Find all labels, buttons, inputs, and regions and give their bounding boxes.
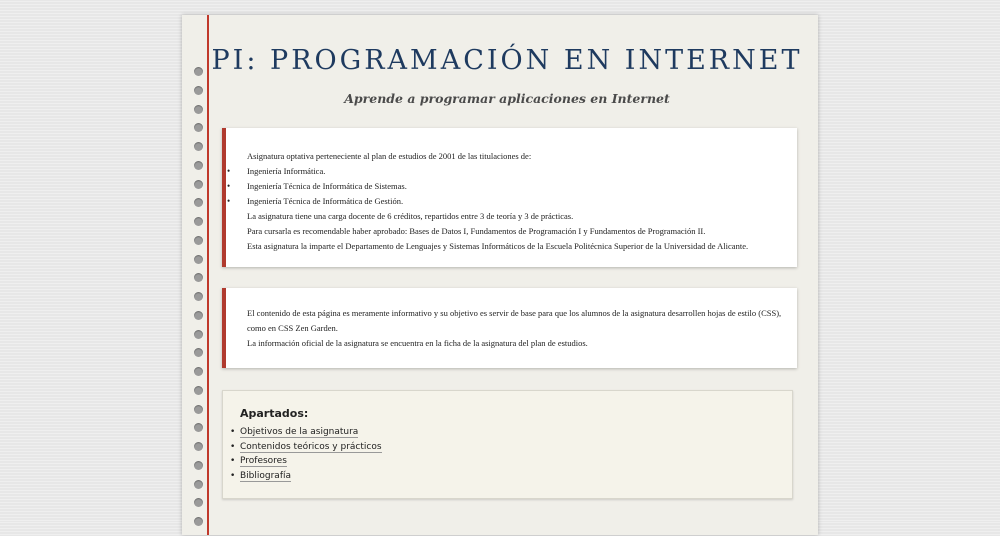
sections-heading: Apartados: [240, 407, 309, 420]
prerequisites-text: Para cursarla es recomendable haber aprobado: Bases de Datos I, Fundamentos de Programación I y Fundamentos de Programación II. [247, 226, 706, 236]
binder-hole-icon [194, 180, 203, 189]
binder-hole-icon [194, 348, 203, 357]
binder-hole-icon [194, 142, 203, 151]
binder-hole-icon [194, 330, 203, 339]
binder-holes [194, 67, 204, 536]
binder-hole-icon [194, 405, 203, 414]
binder-hole-icon [194, 161, 203, 170]
degrees-list [247, 164, 787, 209]
binder-hole-icon [194, 517, 203, 526]
binder-hole-icon [194, 217, 203, 226]
intro-lead: Asignatura optativa perteneciente al plan de estudios de 2001 de las titulaciones de: [247, 151, 532, 161]
list-item [240, 425, 382, 440]
binder-hole-icon [194, 292, 203, 301]
list-item: • Ingeniería Técnica de Informática de Gestión. [247, 194, 787, 209]
credits-text: La asignatura tiene una carga docente de 6 créditos, repartidos entre 3 de teoría y 3 de prácticas. [247, 211, 574, 221]
link-profesores[interactable]: Profesores [240, 456, 287, 466]
list-item [240, 469, 382, 484]
binder-hole-icon [194, 386, 203, 395]
binder-hole-icon [194, 255, 203, 264]
sections-nav [222, 390, 793, 499]
binder-hole-icon [194, 198, 203, 207]
binder-hole-icon [194, 273, 203, 282]
list-item [240, 440, 382, 455]
binder-hole-icon [194, 367, 203, 376]
binder-hole-icon [194, 480, 203, 489]
binder-hole-icon [194, 442, 203, 451]
intro-card [222, 128, 797, 267]
notebook-page [182, 15, 818, 535]
page-subtitle: Aprende a programar aplicaciones en Internet [344, 91, 670, 106]
page-title: PI: PROGRAMACIÓN EN INTERNET [211, 45, 803, 76]
list-item: • Ingeniería Informática. [247, 164, 787, 179]
disclaimer-card [222, 288, 797, 368]
sections-list [240, 425, 382, 483]
disclaimer-line1: El contenido de esta página es meramente informativo y su objetivo es servir de base para que los alumnos de la asignatura desarrollen hojas de estilo (CSS), como en CSS Zen Garden. [247, 308, 782, 333]
link-objetivos[interactable]: Objetivos de la asignatura [240, 427, 359, 437]
binder-hole-icon [194, 311, 203, 320]
department-text: Esta asignatura la imparte el Departamento de Lenguajes y Sistemas Informáticos de la Escuela Politécnica Superior de la Universidad de Alicante. [247, 241, 749, 251]
binder-hole-icon [194, 498, 203, 507]
binder-hole-icon [194, 423, 203, 432]
list-item: • Ingeniería Técnica de Informática de Sistemas. [247, 179, 787, 194]
link-bibliografia[interactable]: Bibliografía [240, 470, 292, 481]
list-item [240, 454, 382, 469]
binder-hole-icon [194, 123, 203, 132]
disclaimer-line2: La información oficial de la asignatura se encuentra en la ficha de la asignatura del plan de estudios. [247, 338, 588, 348]
link-contenidos[interactable]: Contenidos teóricos y prácticos [240, 441, 382, 452]
binder-hole-icon [194, 236, 203, 245]
binder-hole-icon [194, 461, 203, 470]
